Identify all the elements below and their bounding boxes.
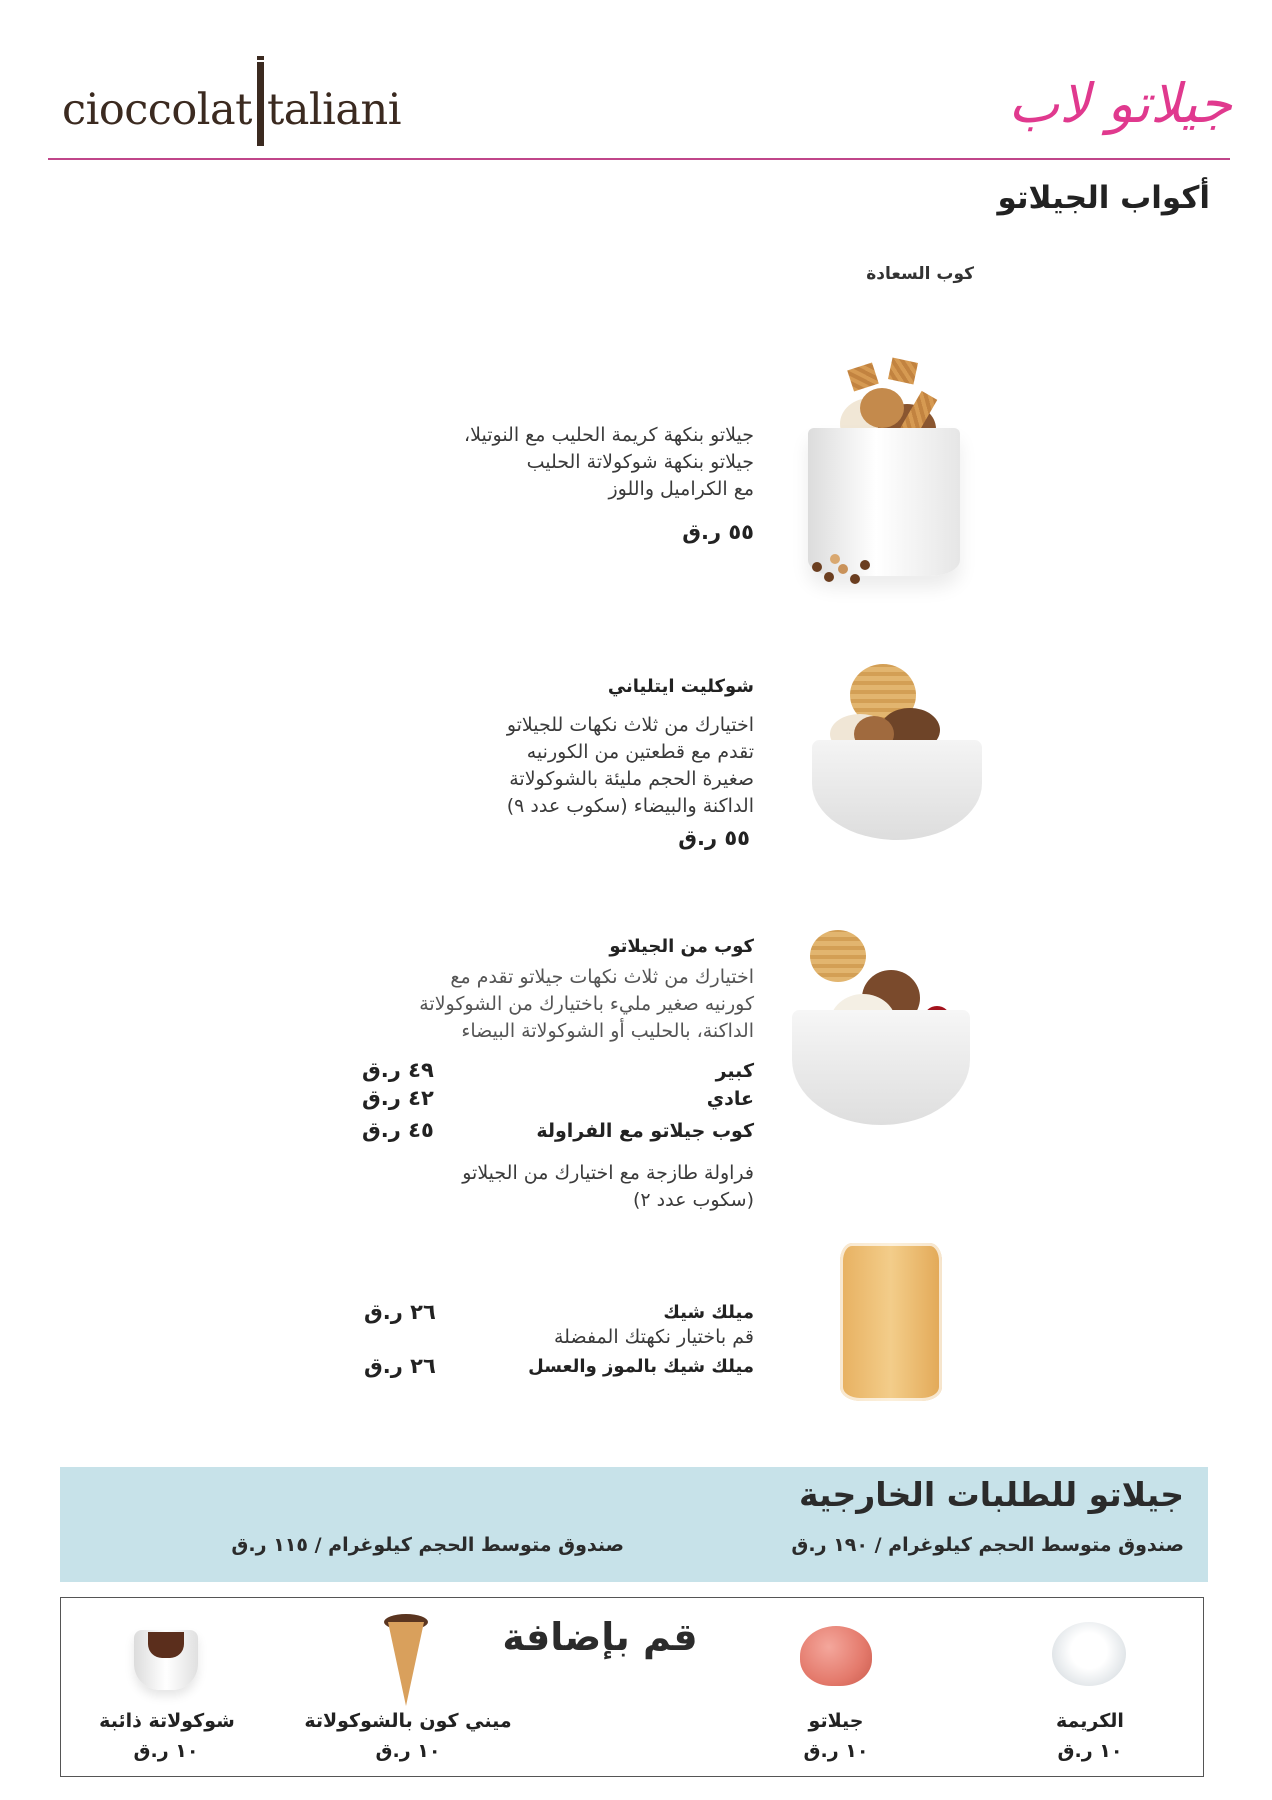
mini-cone-icon	[384, 1614, 428, 1708]
logo-text-right: taliani	[266, 85, 401, 135]
item-3-description	[419, 964, 754, 1045]
logo-i-bar	[257, 62, 264, 146]
melted-chocolate-icon	[134, 1630, 198, 1690]
size-large-label: كبير	[715, 1060, 754, 1082]
desc-line: اختيارك من ثلاث نكهات جيلاتو تقدم مع	[450, 966, 754, 988]
addon-mini-cone-name: ميني كون بالشوكولاتة	[304, 1710, 512, 1732]
desc-line: الداكنة والبيضاء (سكوب عدد ٩)	[506, 795, 754, 817]
addon-gelato-price: ١٠ ر.ق	[803, 1740, 869, 1762]
addon-melted-chocolate-price: ١٠ ر.ق	[133, 1740, 199, 1762]
size-regular-label: عادي	[706, 1088, 754, 1110]
milkshake-glass-icon	[840, 1243, 942, 1401]
item-2-name: شوكليت ايتلياني	[607, 676, 754, 697]
addon-mini-cone-price: ١٠ ر.ق	[375, 1740, 441, 1762]
size-large-price: ٤٩ ر.ق	[362, 1058, 434, 1082]
strawberry-cup-description	[462, 1160, 754, 1214]
header-divider	[48, 158, 1230, 160]
desc-line: الداكنة، بالحليب أو الشوكولاتة البيضاء	[461, 1020, 754, 1042]
desc-line: اختيارك من ثلاث نكهات للجيلاتو	[506, 714, 754, 736]
addon-cream-name: الكريمة	[1056, 1710, 1124, 1732]
desc-line: كورنيه صغير مليء باختيارك من الشوكولاتة	[419, 993, 754, 1015]
item-1-price: ٥٥ ر.ق	[682, 520, 754, 544]
section-title: أكواب الجيلاتو	[997, 180, 1210, 216]
addon-cream-price: ١٠ ر.ق	[1057, 1740, 1123, 1762]
item-3-name: كوب من الجيلاتو	[609, 936, 754, 957]
milkshake-description: قم باختيار نكهتك المفضلة	[553, 1326, 754, 1348]
desc-line: مع الكراميل واللوز	[608, 478, 754, 500]
strawberry-cup-name: كوب جيلاتو مع الفراولة	[536, 1120, 754, 1142]
desc-line: جيلاتو بنكهة شوكولاتة الحليب	[526, 451, 754, 473]
addons-title: قم بإضافة	[502, 1615, 698, 1659]
gelato-scoop-icon	[800, 1626, 872, 1686]
item-1-description	[464, 422, 754, 503]
desc-line: جيلاتو بنكهة كريمة الحليب مع النوتيلا،	[464, 424, 754, 446]
item-2-price: ٥٥ ر.ق	[678, 826, 750, 850]
bowl-shape	[792, 1010, 970, 1125]
addon-gelato-name: جيلاتو	[808, 1710, 864, 1732]
takeaway-medium-box-a: صندوق متوسط الحجم كيلوغرام / ١٩٠ ر.ق	[791, 1534, 1184, 1556]
banana-honey-milkshake-price: ٢٦ ر.ق	[364, 1354, 436, 1378]
item-2-description	[507, 712, 754, 820]
item-happiness-cup-label: كوب السعادة	[866, 264, 974, 284]
takeaway-medium-box-b: صندوق متوسط الحجم كيلوغرام / ١١٥ ر.ق	[231, 1534, 624, 1556]
gelato-lab-brand: جيلاتو لاب	[1008, 72, 1232, 135]
size-regular-price: ٤٢ ر.ق	[362, 1086, 434, 1110]
strawberry-cup-price: ٤٥ ر.ق	[362, 1118, 434, 1142]
addon-melted-chocolate-name: شوكولاتة ذائبة	[99, 1710, 235, 1732]
cream-icon	[1052, 1622, 1126, 1686]
takeaway-title: جيلاتو للطلبات الخارجية	[798, 1475, 1184, 1514]
nuts-garnish	[808, 548, 878, 590]
bowl-shape	[812, 740, 982, 840]
brand-logo	[62, 62, 401, 146]
logo-text-left: cioccolat	[62, 85, 252, 135]
desc-line: تقدم مع قطعتين من الكورنيه	[526, 741, 754, 763]
desc-line: فراولة طازجة مع اختيارك من الجيلاتو	[462, 1162, 754, 1184]
milkshake-name: ميلك شيك	[663, 1302, 754, 1323]
desc-line: صغيرة الحجم مليئة بالشوكولاتة	[509, 768, 754, 790]
banana-honey-milkshake-name: ميلك شيك بالموز والعسل	[528, 1356, 754, 1377]
desc-line: (سكوب عدد ٢)	[632, 1189, 754, 1211]
milkshake-price: ٢٦ ر.ق	[364, 1300, 436, 1324]
